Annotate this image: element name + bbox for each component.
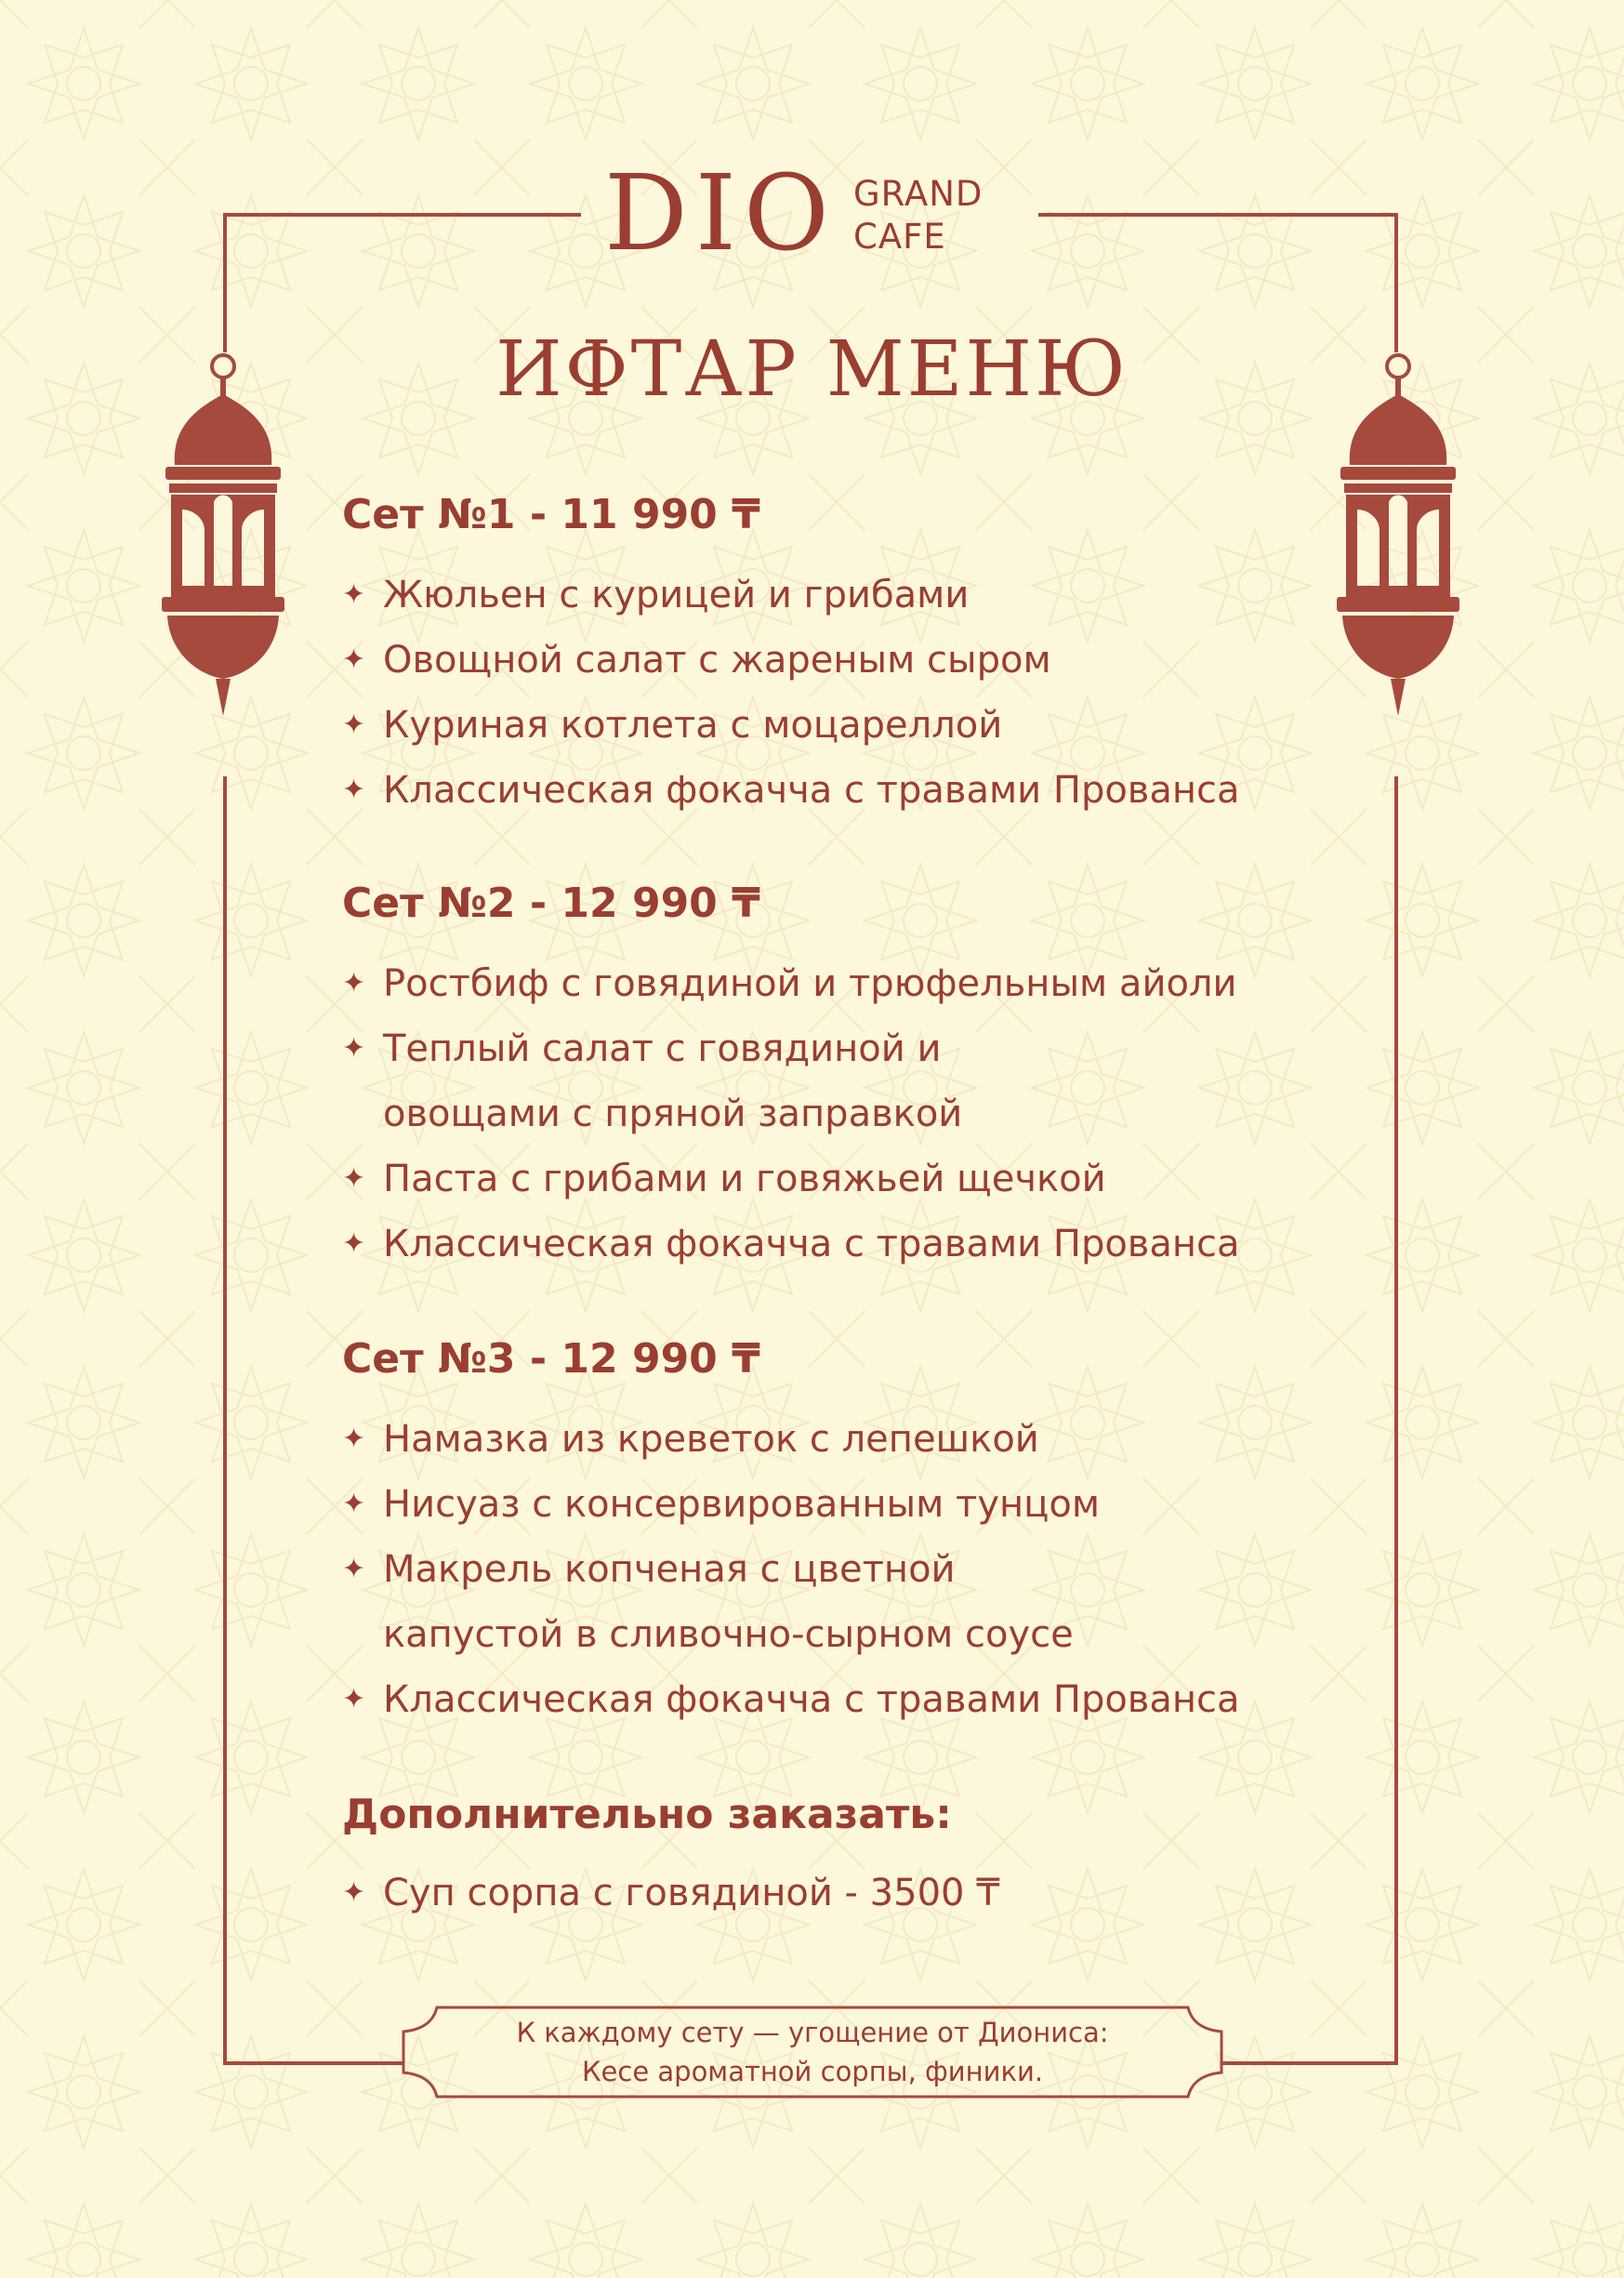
frame-left-lower xyxy=(223,776,227,2064)
page-title: ИФТАР МЕНЮ xyxy=(495,325,1129,414)
star-bullet-icon: ✦ xyxy=(342,1032,366,1065)
frame-bottom-right xyxy=(1221,2061,1398,2065)
list-item: ✦ Намазка из креветок с лепешкой xyxy=(342,1407,1327,1472)
list-item: ✦ Паста с грибами и говяжьей щечкой xyxy=(342,1146,1327,1212)
list-item: ✦ Суп сорпа с говядиной - 3500 ₸ xyxy=(342,1861,1327,1926)
star-bullet-icon: ✦ xyxy=(342,1876,366,1909)
logo-subtitle xyxy=(853,173,983,258)
logo-grand: GRAND xyxy=(853,174,984,214)
star-bullet-icon: ✦ xyxy=(342,1423,366,1455)
logo xyxy=(604,153,1023,274)
star-bullet-icon: ✦ xyxy=(342,774,366,806)
frame-right-lower xyxy=(1394,776,1398,2064)
logo-wordmark: DIO xyxy=(604,153,837,274)
frame-top-right xyxy=(1038,213,1398,217)
frame-bottom-left xyxy=(223,2061,404,2065)
set-1-title: Сет №1 - 11 990 ₸ xyxy=(342,491,760,538)
set-3-title: Сет №3 - 12 990 ₸ xyxy=(342,1335,760,1383)
star-bullet-icon: ✦ xyxy=(342,1162,366,1195)
list-item: ✦ Нисуаз с консервированным тунцом xyxy=(342,1472,1327,1537)
list-item: ✦ Ростбиф с говядиной и трюфельным айоли xyxy=(342,951,1327,1016)
frame-top-left xyxy=(223,213,581,217)
note-text xyxy=(400,2013,1225,2091)
star-bullet-icon: ✦ xyxy=(342,967,366,1000)
star-bullet-icon: ✦ xyxy=(342,709,366,741)
list-item: ✦ Куриная котлета с моцареллой xyxy=(342,693,1327,758)
lantern-icon xyxy=(158,353,288,716)
extra-title: Дополнительно заказать: xyxy=(342,1791,952,1838)
star-bullet-icon: ✦ xyxy=(342,1227,366,1260)
star-bullet-icon: ✦ xyxy=(342,578,366,611)
list-item: ✦ Теплый салат с говядиной и овощами с пряной заправкой xyxy=(342,1016,1067,1146)
list-item: ✦ Макрель копченая с цветной капустой в сливочно-сырном соусе xyxy=(342,1537,1104,1667)
star-bullet-icon: ✦ xyxy=(342,1683,366,1715)
set-2-title: Сет №2 - 12 990 ₸ xyxy=(342,880,760,927)
list-item: ✦ Классическая фокачча с травами Прованса xyxy=(342,1212,1327,1277)
star-bullet-icon: ✦ xyxy=(342,643,366,676)
list-item: ✦ Овощной салат с жареным сыром xyxy=(342,628,1327,693)
note-line-1: К каждому сету — угощение от Диониса: xyxy=(516,2017,1109,2048)
list-item: ✦ Классическая фокачча с травами Прованса xyxy=(342,1667,1327,1732)
star-bullet-icon: ✦ xyxy=(342,1488,366,1520)
lantern-icon xyxy=(1333,353,1463,716)
list-item: ✦ Классическая фокачча с травами Прованса xyxy=(342,758,1327,823)
note-line-2: Кесе ароматной сорпы, финики. xyxy=(581,2056,1044,2087)
logo-cafe: CAFE xyxy=(853,217,946,257)
star-bullet-icon: ✦ xyxy=(342,1553,366,1585)
list-item: ✦ Жюльен с курицей и грибами xyxy=(342,563,1327,628)
